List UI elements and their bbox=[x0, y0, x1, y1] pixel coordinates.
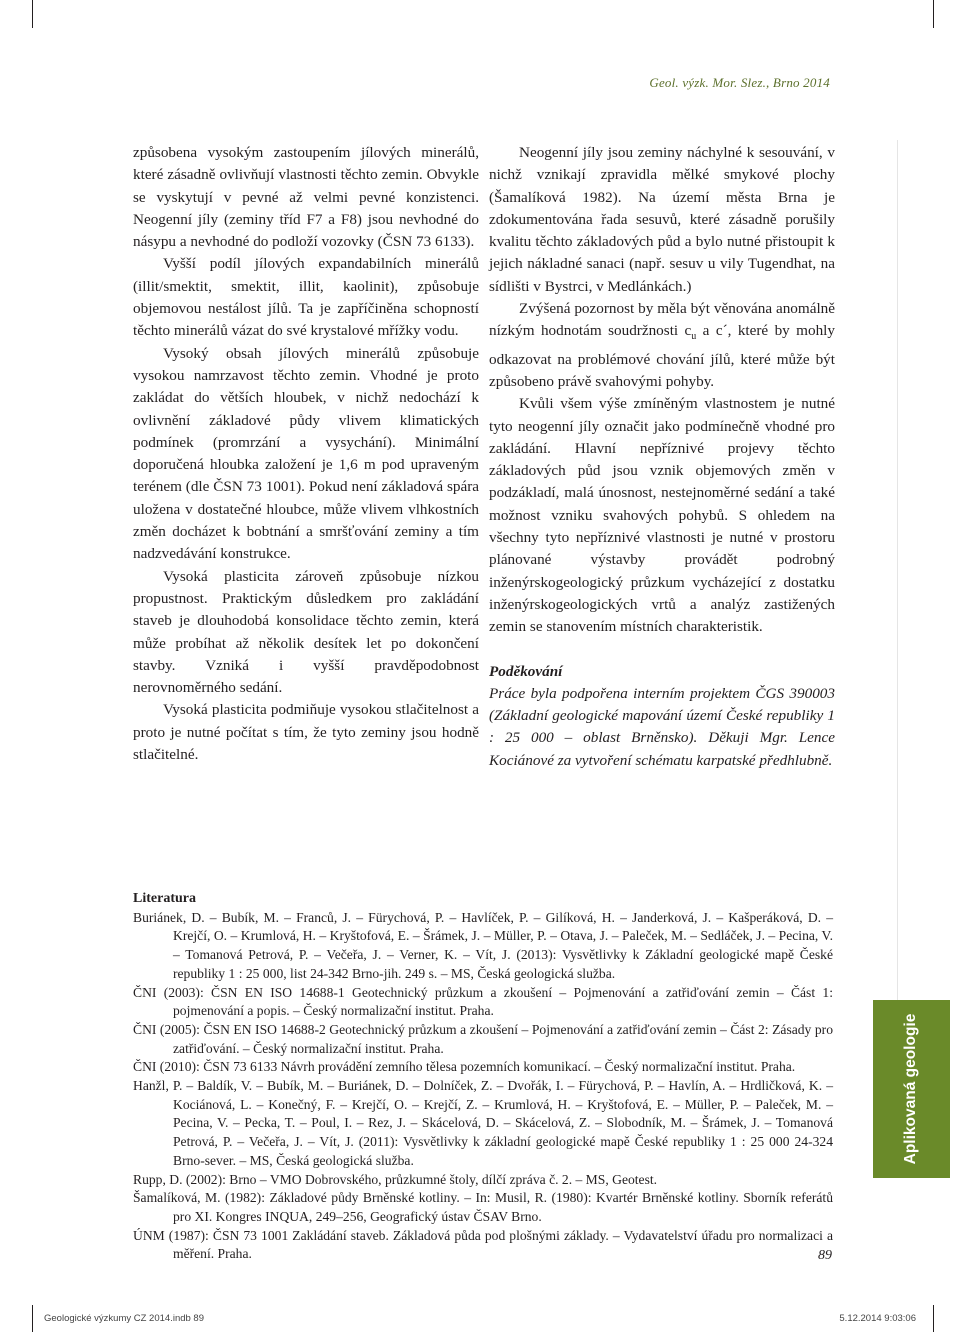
reference-item: ČNI (2010): ČSN 73 6133 Návrh provádění zemního tělesa pozemních komunikací. – Český normalizační institut. Praha. bbox=[133, 1059, 796, 1075]
page-number: 89 bbox=[818, 1248, 832, 1263]
left-column bbox=[133, 142, 479, 766]
reference-item: ČNI (2005): ČSN EN ISO 14688-2 Geotechnický průzkum a zkoušení – Pojmenování a zatřiďování zemin – Část 2: Zásady pro zatřiďování. – Český normalizační institut. Praha. bbox=[133, 1021, 833, 1056]
reference-item: Buriánek, D. – Bubík, M. – Franců, J. – Fürychová, P. – Havlíček, P. – Gilíková, H. – Janderková, J. – Kašperáková, D. – Krejčí, O. – Krumlová, H. – Kryštofová, E. – Šrámek, J. – Müller, P. – Otava, J. – Paleček, M. – Sedláček, J. – Pecina, V. – Tomanová Petrová, P. – Večeřa, J. – Verner, K. – Vít, J. (2013): Vysvětlivky k Základní geologické mapě České republiky 1 : 25 000, list 24-342 Brno-jih. 249 s. – MS, Česká geologická služba. bbox=[133, 909, 833, 981]
paragraph: Vyšší podíl jílových expandabilních minerálů (illit/smektit, smektit, illit, kaolinit), způsobuje objemovou nestálost jílů. Ta je zapříčiněna schopností těchto minerálů vázat do své krystalové mřížky vodu. bbox=[133, 255, 479, 340]
reference-item: ČNI (2003): ČSN EN ISO 14688-1 Geotechnický průzkum a zkoušení – Pojmenování a zatřiďování zemin – Část 1: pojmenování a popis. – Český normalizační institut. Praha. bbox=[133, 984, 833, 1019]
side-rule bbox=[897, 140, 898, 1000]
reference-item: Hanžl, P. – Baldík, V. – Bubík, M. – Buriánek, D. – Dolníček, Z. – Dvořák, I. – Fürychová, P. – Havlín, A. – Hrdličková, K. – Kociánová, L. – Konečný, F. – Krejčí, O. – Krejčí, Z. – Krumlová, H. – Kryštofová, E. – Müller, P. – Paleček, M. – Pecina, V. – Pecka, T. – Poul, I. – Rez, J. – Skácelová, D. – Skácelová, Z. – Slobodník, M. – Šrámek, J. – Tomanová Petrová, P. – Večeřa, J. – Vít, J. (2011): Vysvětlivky k základní geologické mapě České republiky 1 : 25 000 24-324 Brno-sever. – MS, Česká geologická služba. bbox=[133, 1078, 833, 1168]
right-column bbox=[489, 142, 835, 772]
print-slug-timestamp: 5.12.2014 9:03:06 bbox=[839, 1313, 916, 1324]
acknowledgement-heading: Poděkování bbox=[489, 662, 563, 680]
crop-mark-top-right bbox=[933, 0, 934, 28]
references-heading: Literatura bbox=[133, 891, 196, 906]
paragraph: Kvůli všem výše zmíněným vlastnostem je nutné tyto neogenní jíly označit jako podmínečně vhodné pro zakládání. Hlavní nepříznivé projevy těchto základových půd jsou vznik objemových změn v podzákladí, malá únosnost, nestejnoměrné sedání a také možnost vzniku svahových pohybů. S ohledem na všechny tyto nepříznivé vlastnosti je nutné v prostoru plánované výstavby provádět podrobný inženýrskogeologický průzkum vycházející z dostatku inženýrskogeologických vrtů a analýz zastižených zemin se stanovením místních charakteristik. bbox=[489, 395, 835, 636]
section-side-tab bbox=[873, 1000, 950, 1178]
section-side-tab-label: Aplikovaná geologie bbox=[902, 1013, 919, 1165]
running-head: Geol. výzk. Mor. Slez., Brno 2014 bbox=[649, 75, 830, 90]
paragraph: Vysoká plasticita podmiňuje vysokou stlačitelnost a proto je nutné počítat s tím, že tyto zeminy jsou hodně stlačitelné. bbox=[133, 701, 479, 764]
text-run: Zvýšená pozornost by měla být věnována anomálně nízkým hodnotám soudržnosti c bbox=[489, 300, 835, 340]
reference-item: Rupp, D. (2002): Brno – VMO Dobrovského, průzkumné štoly, dílčí zpráva č. 2. – MS, Geotest. bbox=[133, 1171, 658, 1187]
references-section bbox=[133, 890, 833, 1264]
paragraph-cohesion bbox=[489, 298, 835, 393]
paragraph: Neogenní jíly jsou zeminy náchylné k sesouvání, v nichž vznikají zpravidla mělké smykové plochy (Šamalíková 1982). Na území města Brna je zdokumentována řada sesuvů, které zásadně porušily kvalitu těchto základových půd a bylo nutné přistoupit k jejich nákladné sanaci (např. sesuv u vily Tugendhat, na sídlišti v Bystrci, v Medlánkách.) bbox=[489, 144, 835, 295]
paragraph: Vysoká plasticita zároveň způsobuje nízkou propustnost. Praktickým důsledkem pro zakládání staveb je dlouhodobá konsolidace těchto zemin, která může probíhat až několik desítek let po dokončení stavby. Vzniká i vyšší pravděpodobnost nerovnoměrného sedání. bbox=[133, 567, 479, 697]
paragraph: Vysoký obsah jílových minerálů způsobuje vysokou namrzavost těchto zemin. Vhodné je proto zakládat do větších hloubek, v nichž nedochází k ovlivnění základové půdy vlivem klimatických podmínek (promrzání a vysychání). Minimální doporučená hloubka založení je 1,6 m pod upraveným terénem (dle ČSN 73 1001). Pokud není základová spára uložena v dostatečné hloubce, může vlivem vlhkostních změn docházet k bobtnání a smršťování zeminy a tím nadzvedávání konstrukce. bbox=[133, 344, 479, 563]
reference-item: ÚNM (1987): ČSN 73 1001 Zakládání staveb. Základová půda pod plošnými základy. – Vydavatelství úřadu pro normalizaci a měření. Praha. bbox=[133, 1227, 833, 1262]
crop-mark-top-left bbox=[32, 0, 33, 28]
crop-mark-bottom-right bbox=[933, 1305, 934, 1332]
crop-mark-bottom-left bbox=[32, 1305, 33, 1332]
text-run: a c´, které by mohly odkazovat na problémové chování jílů, které může být způsobeno právě svahovými pohyby. bbox=[489, 322, 835, 390]
subscript: u bbox=[691, 331, 697, 343]
acknowledgement-text: Práce byla podpořena interním projektem ČGS 390003 (Základní geologické mapování území České republiky 1 : 25 000 – oblast Brněnsko). Děkuji Mgr. Lence Kociánové za vytvoření schématu karpatské předhlubně. bbox=[489, 684, 835, 769]
paragraph: způsobena vysokým zastoupením jílových minerálů, které zásadně ovlivňují vlastnosti těchto zemin. Obvykle se vyskytují v pevné až velmi pevné konzistenci. Neogenní jíly (zeminy tříd F7 a F8) jsou nevhodné do násypu a nevhodné do podloží vozovky (ČSN 73 6133). bbox=[133, 144, 479, 251]
reference-item: Šamalíková, M. (1982): Základové půdy Brněnské kotliny. – In: Musil, R. (1980): Kvartér Brněnské kotliny. Sborník referátů pro XI. Kongres INQUA, 249–256, Geografický ústav ČSAV Brno. bbox=[133, 1190, 833, 1224]
print-slug-file: Geologické výzkumy CZ 2014.indb 89 bbox=[44, 1313, 204, 1324]
